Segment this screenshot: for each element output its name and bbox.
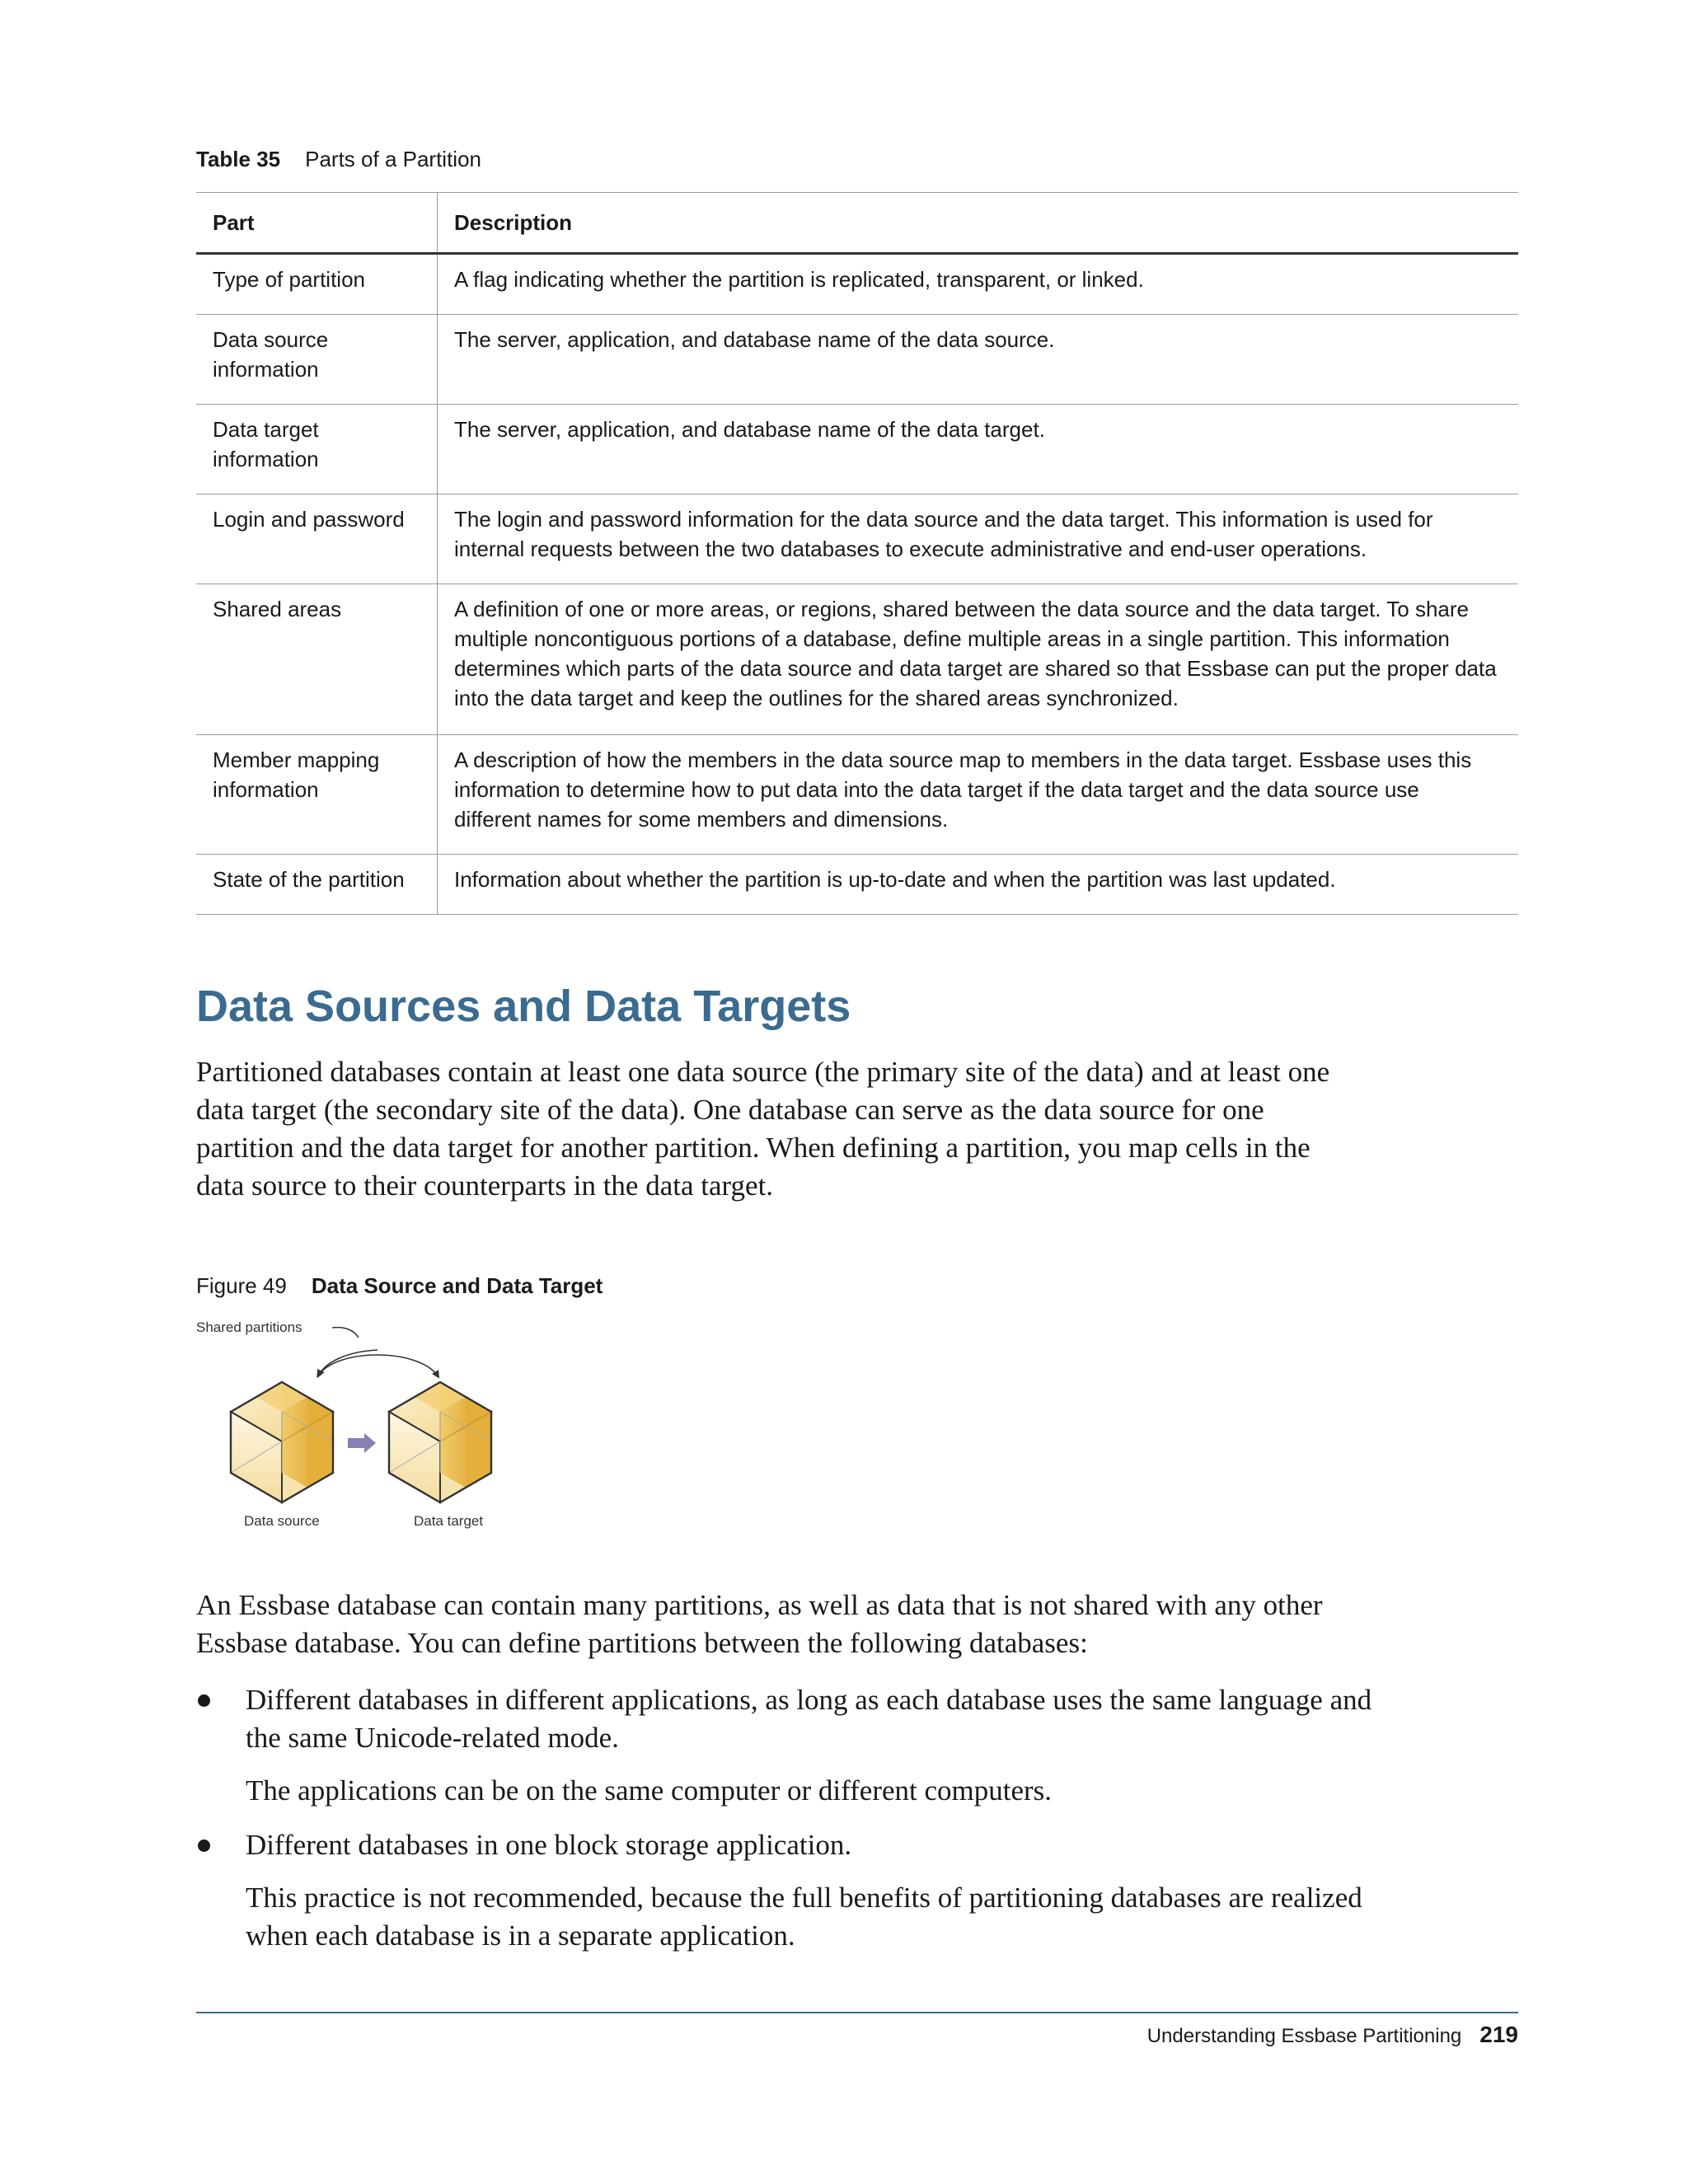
list-item <box>196 1681 1400 1810</box>
cell-part: Login and password <box>196 494 438 584</box>
partition-diagram <box>190 1315 544 1537</box>
footer-chapter-title: Understanding Essbase Partitioning <box>1146 2025 1462 2047</box>
table-row <box>196 855 1518 915</box>
cell-part: Data source information <box>196 315 438 405</box>
page-footer <box>1147 2022 1518 2048</box>
bullet-icon <box>198 1694 210 1707</box>
footer-rule <box>196 2012 1518 2013</box>
cell-description: Information about whether the partition is up-to-date and when the partition was last updated. <box>438 855 1519 915</box>
cell-description: A flag indicating whether the partition is replicated, transparent, or linked. <box>438 254 1519 315</box>
table-title: Parts of a Partition <box>305 147 482 171</box>
transfer-arrow-icon <box>348 1433 376 1453</box>
figure-title: Data Source and Data Target <box>311 1273 603 1298</box>
table-row <box>196 584 1518 735</box>
cell-part: Type of partition <box>196 254 438 315</box>
data-source-cube-icon <box>231 1382 333 1502</box>
cell-description: A definition of one or more areas, or regions, shared between the data source and the data target. To share multiple noncontiguous portions of a database, define multiple areas in a single partition. This information determines which parts of the data source and data target are shared so that Essbase can put the proper data into the data target and keep the outlines for the shared areas synchronized. <box>438 584 1519 735</box>
shared-arc-arrow <box>317 1355 438 1377</box>
cell-part: Data target information <box>196 405 438 494</box>
figure-caption <box>196 1273 603 1299</box>
table-row <box>196 315 1518 405</box>
intro-paragraph: Partitioned databases contain at least one data source (the primary site of the data) and at least one data target (the secondary site of the data). One database can serve as the data source for one partition and the data target for another partition. When defining a partition, you map cells in the data source to their counterparts in the data target. <box>196 1056 1330 1202</box>
bullet-icon <box>198 1840 210 1852</box>
header-description: Description <box>438 193 1519 254</box>
table-header-row <box>196 193 1518 254</box>
cell-part: Member mapping information <box>196 735 438 855</box>
page-number: 219 <box>1479 2022 1518 2047</box>
header-part: Part <box>196 193 438 254</box>
data-target-cube-icon <box>389 1382 491 1502</box>
cell-part: State of the partition <box>196 855 438 915</box>
table-row <box>196 405 1518 494</box>
table-number: Table 35 <box>196 147 281 171</box>
table-row <box>196 735 1518 855</box>
shared-leader-line <box>332 1328 359 1338</box>
bullet-text: Different databases in one block storage application. <box>246 1829 852 1861</box>
label-shared-partitions: Shared partitions <box>196 1319 302 1335</box>
database-bullet-list <box>196 1681 1400 1971</box>
bullet-subtext: This practice is not recommended, because the full benefits of partitioning databases are realized when each database is in a separate application. <box>246 1882 1362 1952</box>
cell-description: The login and password information for the data source and the data target. This information is used for internal requests between the two databases to execute administrative and end-user operations. <box>438 494 1519 584</box>
bullet-subtext: The applications can be on the same computer or different computers. <box>246 1774 1053 1807</box>
parts-table <box>196 192 1518 915</box>
cell-description: The server, application, and database name of the data target. <box>438 405 1519 494</box>
list-item <box>196 1826 1400 1955</box>
table-row <box>196 254 1518 315</box>
cell-description: The server, application, and database name of the data source. <box>438 315 1519 405</box>
partitions-paragraph: An Essbase database can contain many partitions, as well as data that is not shared with any other Essbase database. You can define partitions between the following databases: <box>196 1589 1323 1659</box>
cell-part: Shared areas <box>196 584 438 735</box>
figure-number: Figure 49 <box>196 1273 287 1298</box>
bullet-text: Different databases in different applications, as long as each database uses the same language and the same Unicode-related mode. <box>246 1684 1372 1754</box>
table-row <box>196 494 1518 584</box>
section-heading: Data Sources and Data Targets <box>196 982 851 1031</box>
cell-description: A description of how the members in the data source map to members in the data target. Essbase uses this information to determine how to put data into the data target if the data target and the data source use different names for some members and dimensions. <box>438 735 1519 855</box>
label-data-target: Data target <box>414 1513 484 1529</box>
table-caption <box>196 147 481 172</box>
label-data-source: Data source <box>244 1513 320 1529</box>
